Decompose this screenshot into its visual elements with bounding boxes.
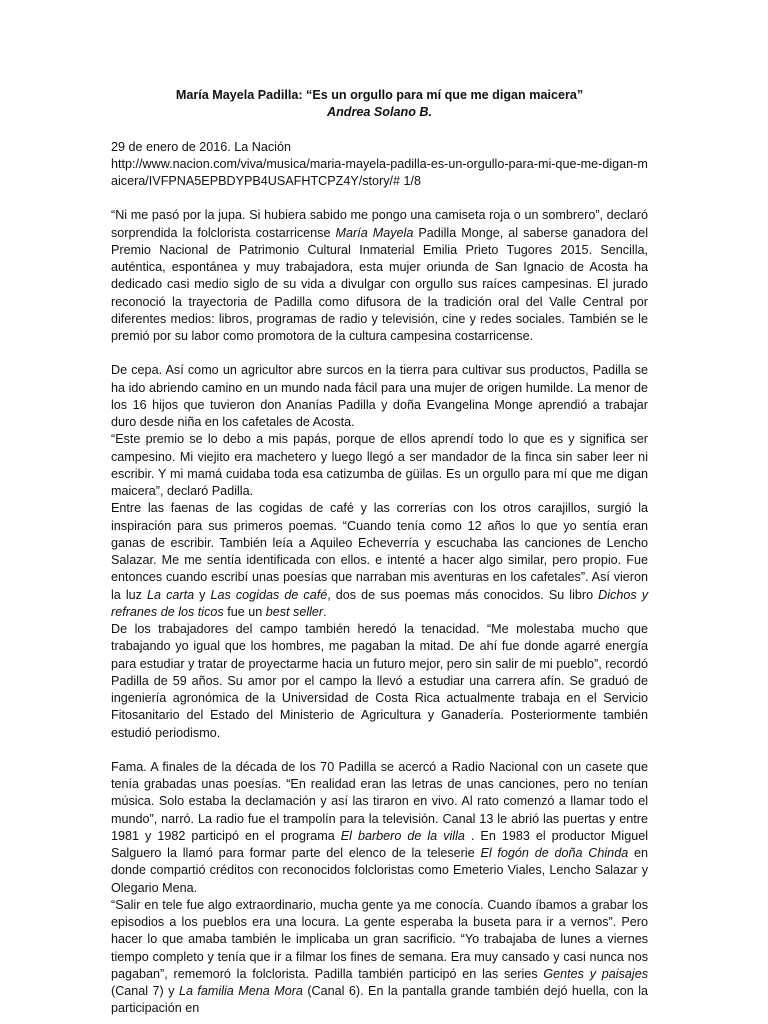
paragraph-text: y bbox=[194, 587, 211, 602]
paragraph-text: Fama. A finales de la década de los 70 Padilla se acercó a Radio Nacional con un casete que tenía grabadas unas poesías. “En realidad eran las letras de unas canciones, pero no tenían música. Solo estaba la declamación y así las tiraron en vivo. Al rato comenzó a llamar todo el mundo”, narró. La radio fue el trampolín para la televisión. Canal 13 le abrió las puertas y entre 1981 y 1982 participó en el programa bbox=[111, 759, 648, 843]
paragraph-text: De los trabajadores del campo también heredó la tenacidad. “Me molestaba mucho que trabajando yo igual que los hombres, me pagaban la mitad. De ahí fue donde agarré energía para estudiar y tratar de proyectarme hacia un futuro mejor, pero sin salir de mi pueblo”, recordó Padilla de 59 años. Su amor por el campo la llevó a estudiar una carrera afín. Se graduó de ingeniería agronómica de la Universidad de Costa Rica actualmente trabaja en el Servicio Fitosanitario del Estado del Ministerio de Agricultura y Ganadería. Posteriormente también estudió periodismo. bbox=[111, 622, 648, 740]
paragraph bbox=[111, 431, 648, 500]
paragraph-text: “Este premio se lo debo a mis papás, porque de ellos aprendí todo lo que es y significa ser campesino. Mi viejito era machetero y luego llegó a ser mandador de la finca sin saber leer ni escribir. Y mi mamá cuidaba toda esa catizumba de güilas. Es un orgullo para mí que me digan maicera”, declaró Padilla. bbox=[111, 432, 648, 498]
italic-text: Las cogidas de café bbox=[210, 587, 328, 602]
paragraph-text: en donde compartió créditos con reconocidos folcloristas como Emeterio Viales, Lencho Salazar y Olegario Mena. bbox=[111, 846, 648, 895]
italic-text: María Mayela bbox=[335, 225, 414, 240]
source-url: http://www.nacion.com/viva/musica/maria-mayela-padilla-es-un-orgullo-para-mi-que-me-digan-maicera/IVFPNA5EPBDYPB4USAFHTCPZ4Y/story/# 1/8 bbox=[111, 156, 648, 188]
paragraph-text: . En 1983 el productor Miguel Salguero la llamó para formar parte del elenco de la teleserie bbox=[111, 828, 649, 860]
paragraph-text: “Salir en tele fue algo extraordinario, mucha gente ya me conocía. Cuando íbamos a grabar los episodios a los pueblos era una locura. La gente esperaba la buseta para ir a vernos”. Pero hacer lo que amaba también le implicaba un gran sacrificio. “Yo trabajaba de lunes a viernes tiempo completo y tenía que ir a filmar los fines de semana. Era muy cansado y casi nunca nos pagaban”, rememoró la folclorista. Padilla también participó en las series bbox=[111, 897, 648, 981]
paragraph-text: Entre las faenas de las cogidas de café y las correrías con los otros carajillos, surgió la inspiración para sus primeros poemas. “Cuando tenía como 12 años lo que yo sentía eran ganas de escribir. También leía a Aquileo Echeverría y escuchaba las canciones de Lencho Salazar. Me me sentía identificada con ellos. e intenté a hacer algo similar, pero propio. Fue entonces cuando escribí unas poesías que narraban mis aventuras en los cafetales”. Así vieron la luz bbox=[111, 501, 648, 602]
paragraph-text: fue un bbox=[223, 604, 266, 619]
paragraph bbox=[111, 897, 648, 1018]
italic-text: El barbero de la villa bbox=[340, 828, 465, 843]
italic-text: Dichos y refranes de los ticos bbox=[111, 587, 649, 619]
paragraph-text: De cepa. Así como un agricultor abre surcos en la tierra para cultivar sus productos, Padilla se ha ido abriendo camino en un mundo nada fácil para una mujer de origen humilde. La menor de los 16 hijos que tuvieron don Ananías Padilla y doña Evangelina Monge aprendió a trabajar duro desde niña en los cafetales de Acosta. bbox=[111, 363, 648, 429]
paragraph bbox=[111, 759, 648, 897]
source-block bbox=[111, 139, 648, 191]
italic-text: Gentes y paisajes bbox=[543, 966, 648, 981]
article-body bbox=[111, 207, 648, 1017]
paragraph-text: (Canal 7) y bbox=[111, 984, 179, 998]
paragraph-text: “Ni me pasó por la jupa. Si hubiera sabido me pongo una camiseta roja o un sombrero”, declaró sorprendida la folclorista costarricense bbox=[111, 208, 648, 240]
paragraph bbox=[111, 362, 648, 431]
paragraph bbox=[111, 500, 648, 621]
paragraph bbox=[111, 621, 648, 742]
paragraph-text: (Canal 6). En la pantalla grande también dejó huella, con la participación en bbox=[111, 984, 649, 1016]
paragraph bbox=[111, 207, 648, 345]
italic-text: La familia Mena Mora bbox=[178, 984, 303, 998]
paragraph-text: . bbox=[323, 604, 327, 619]
italic-text: best seller bbox=[265, 604, 324, 619]
paragraph-text: Padilla Monge, al saberse ganadora del Premio Nacional de Patrimonio Cultural Inmaterial Emilia Prieto Tugores 2015. Sencilla, auténtica, espontánea y muy trabajadora, esta mujer oriunda de San Ignacio de Acosta ha dedicado casi medio siglo de su vida a divulgar con orgullo sus raíces campesinas. El jurado reconoció la trayectoria de Padilla como difusora de la tradición oral del Valle Central por diferentes medios: libros, programas de radio y televisión, cine y redes sociales. También se le premió por su labor como promotora de la cultura campesina costarricense. bbox=[111, 225, 648, 343]
document-author: Andrea Solano B. bbox=[327, 105, 432, 120]
italic-text: La carta bbox=[147, 587, 195, 602]
date-source: 29 de enero de 2016. La Nación bbox=[111, 139, 291, 154]
italic-text: El fogón de doña Chinda bbox=[480, 846, 629, 860]
paragraph-text: , dos de sus poemas más conocidos. Su libro bbox=[327, 587, 599, 602]
document-title: María Mayela Padilla: “Es un orgullo para mí que me digan maicera” bbox=[175, 88, 584, 102]
